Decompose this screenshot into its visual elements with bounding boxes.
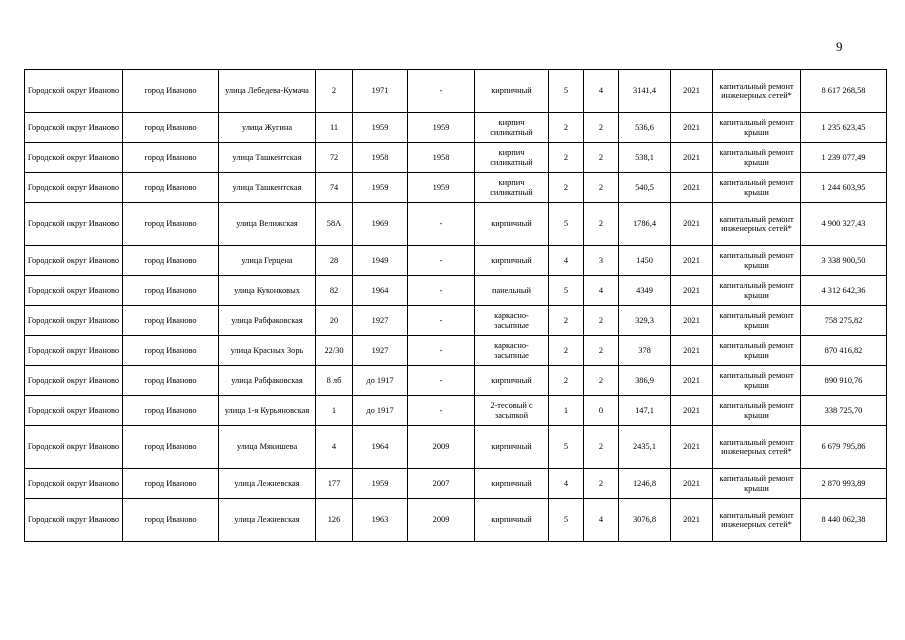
cell-house: 74 bbox=[316, 173, 353, 203]
table-row bbox=[25, 396, 887, 426]
cell-floors: 5 bbox=[549, 70, 584, 113]
page-number: 9 bbox=[836, 39, 843, 54]
cell-entrances: 3 bbox=[584, 246, 619, 276]
cell-entrances: 2 bbox=[584, 306, 619, 336]
cell-wall-material: кирпич силикатный bbox=[475, 173, 549, 203]
cell-area: 386,9 bbox=[619, 366, 671, 396]
table-row bbox=[25, 276, 887, 306]
cell-wall-material: кирпичный bbox=[475, 469, 549, 499]
cell-area: 1450 bbox=[619, 246, 671, 276]
cell-plan-year: 2021 bbox=[671, 143, 713, 173]
cell-plan-year: 2021 bbox=[671, 469, 713, 499]
cell-floors: 2 bbox=[549, 113, 584, 143]
cell-house: 20 bbox=[316, 306, 353, 336]
cell-floors: 5 bbox=[549, 426, 584, 469]
cell-year-built: 1927 bbox=[353, 306, 408, 336]
cell-year-built: 1927 bbox=[353, 336, 408, 366]
table-row bbox=[25, 203, 887, 246]
table-row bbox=[25, 173, 887, 203]
cell-plan-year: 2021 bbox=[671, 336, 713, 366]
cell-area: 4349 bbox=[619, 276, 671, 306]
cell-year-built: 1971 bbox=[353, 70, 408, 113]
cell-city: город Иваново bbox=[123, 469, 219, 499]
cell-wall-material: каркасно-засыпные bbox=[475, 306, 549, 336]
cell-cost: 4 312 642,36 bbox=[801, 276, 887, 306]
cell-work-type: капитальный ремонт инженерных сетей* bbox=[713, 426, 801, 469]
cell-street: улица Рабфаковская bbox=[219, 306, 316, 336]
cell-year-reconstruction: 2007 bbox=[408, 469, 475, 499]
cell-street: улица Рабфаковская bbox=[219, 366, 316, 396]
cell-work-type: капитальный ремонт крыши bbox=[713, 276, 801, 306]
cell-cost: 890 910,76 bbox=[801, 366, 887, 396]
cell-year-reconstruction: 1959 bbox=[408, 173, 475, 203]
cell-work-type: капитальный ремонт инженерных сетей* bbox=[713, 70, 801, 113]
cell-floors: 2 bbox=[549, 143, 584, 173]
cell-plan-year: 2021 bbox=[671, 246, 713, 276]
cell-year-reconstruction: - bbox=[408, 246, 475, 276]
cell-floors: 2 bbox=[549, 173, 584, 203]
cell-plan-year: 2021 bbox=[671, 366, 713, 396]
cell-work-type: капитальный ремонт крыши bbox=[713, 469, 801, 499]
cell-year-reconstruction: - bbox=[408, 336, 475, 366]
cell-year-reconstruction: 2009 bbox=[408, 426, 475, 469]
cell-cost: 4 900 327,43 bbox=[801, 203, 887, 246]
cell-year-built: 1964 bbox=[353, 276, 408, 306]
table-row bbox=[25, 499, 887, 542]
cell-floors: 2 bbox=[549, 366, 584, 396]
cell-work-type: капитальный ремонт крыши bbox=[713, 113, 801, 143]
cell-area: 3076,8 bbox=[619, 499, 671, 542]
cell-street: улица Жугина bbox=[219, 113, 316, 143]
cell-wall-material: кирпич силикатный bbox=[475, 113, 549, 143]
cell-plan-year: 2021 bbox=[671, 173, 713, 203]
cell-wall-material: кирпичный bbox=[475, 203, 549, 246]
cell-house: 4 bbox=[316, 426, 353, 469]
cell-district: Городской округ Иваново bbox=[25, 499, 123, 542]
cell-plan-year: 2021 bbox=[671, 499, 713, 542]
cell-work-type: капитальный ремонт инженерных сетей* bbox=[713, 499, 801, 542]
cell-year-reconstruction: 1958 bbox=[408, 143, 475, 173]
cell-cost: 338 725,70 bbox=[801, 396, 887, 426]
cell-floors: 2 bbox=[549, 306, 584, 336]
cell-work-type: капитальный ремонт крыши bbox=[713, 366, 801, 396]
cell-entrances: 2 bbox=[584, 113, 619, 143]
cell-entrances: 4 bbox=[584, 276, 619, 306]
cell-year-built: 1969 bbox=[353, 203, 408, 246]
cell-work-type: капитальный ремонт крыши bbox=[713, 306, 801, 336]
cell-district: Городской округ Иваново bbox=[25, 143, 123, 173]
table-row bbox=[25, 143, 887, 173]
cell-cost: 1 239 077,49 bbox=[801, 143, 887, 173]
cell-year-built: 1959 bbox=[353, 173, 408, 203]
cell-street: улица Лежневская bbox=[219, 499, 316, 542]
table-row bbox=[25, 336, 887, 366]
cell-year-built: 1949 bbox=[353, 246, 408, 276]
cell-cost: 1 235 623,45 bbox=[801, 113, 887, 143]
cell-street: улица Лежневская bbox=[219, 469, 316, 499]
cell-city: город Иваново bbox=[123, 113, 219, 143]
cell-work-type: капитальный ремонт крыши bbox=[713, 336, 801, 366]
cell-entrances: 2 bbox=[584, 469, 619, 499]
cell-house: 82 bbox=[316, 276, 353, 306]
cell-cost: 2 870 993,89 bbox=[801, 469, 887, 499]
cell-plan-year: 2021 bbox=[671, 306, 713, 336]
cell-area: 329,3 bbox=[619, 306, 671, 336]
cell-work-type: капитальный ремонт крыши bbox=[713, 173, 801, 203]
cell-city: город Иваново bbox=[123, 276, 219, 306]
cell-district: Городской округ Иваново bbox=[25, 70, 123, 113]
cell-house: 1 bbox=[316, 396, 353, 426]
cell-wall-material: кирпичный bbox=[475, 70, 549, 113]
table-row bbox=[25, 426, 887, 469]
cell-district: Городской округ Иваново bbox=[25, 306, 123, 336]
cell-year-built: до 1917 bbox=[353, 366, 408, 396]
cell-street: улица Красных Зорь bbox=[219, 336, 316, 366]
cell-street: улица 1-я Курьяновская bbox=[219, 396, 316, 426]
cell-district: Городской округ Иваново bbox=[25, 366, 123, 396]
cell-entrances: 2 bbox=[584, 426, 619, 469]
cell-cost: 758 275,82 bbox=[801, 306, 887, 336]
cell-entrances: 4 bbox=[584, 499, 619, 542]
cell-cost: 6 679 795,86 bbox=[801, 426, 887, 469]
cell-entrances: 4 bbox=[584, 70, 619, 113]
cell-area: 540,5 bbox=[619, 173, 671, 203]
cell-floors: 1 bbox=[549, 396, 584, 426]
cell-wall-material: панельный bbox=[475, 276, 549, 306]
cell-district: Городской округ Иваново bbox=[25, 276, 123, 306]
cell-street: улица Лебедева-Кумача bbox=[219, 70, 316, 113]
cell-cost: 1 244 603,95 bbox=[801, 173, 887, 203]
cell-work-type: капитальный ремонт крыши bbox=[713, 396, 801, 426]
cell-wall-material: кирпичный bbox=[475, 366, 549, 396]
cell-floors: 2 bbox=[549, 336, 584, 366]
cell-entrances: 2 bbox=[584, 203, 619, 246]
cell-wall-material: каркасно-засыпные bbox=[475, 336, 549, 366]
cell-year-reconstruction: - bbox=[408, 366, 475, 396]
cell-city: город Иваново bbox=[123, 306, 219, 336]
cell-wall-material: кирпичный bbox=[475, 499, 549, 542]
cell-cost: 870 416,82 bbox=[801, 336, 887, 366]
cell-area: 1786,4 bbox=[619, 203, 671, 246]
cell-district: Городской округ Иваново bbox=[25, 336, 123, 366]
cell-district: Городской округ Иваново bbox=[25, 469, 123, 499]
cell-street: улица Куконковых bbox=[219, 276, 316, 306]
table-row bbox=[25, 70, 887, 113]
cell-plan-year: 2021 bbox=[671, 203, 713, 246]
cell-street: улица Ташкентская bbox=[219, 143, 316, 173]
cell-entrances: 2 bbox=[584, 143, 619, 173]
cell-cost: 3 338 900,50 bbox=[801, 246, 887, 276]
cell-area: 538,1 bbox=[619, 143, 671, 173]
cell-street: улица Велижская bbox=[219, 203, 316, 246]
cell-work-type: капитальный ремонт инженерных сетей* bbox=[713, 203, 801, 246]
cell-floors: 5 bbox=[549, 276, 584, 306]
cell-year-reconstruction: - bbox=[408, 203, 475, 246]
cell-district: Городской округ Иваново bbox=[25, 246, 123, 276]
cell-year-reconstruction: - bbox=[408, 396, 475, 426]
cell-floors: 4 bbox=[549, 469, 584, 499]
cell-year-built: 1959 bbox=[353, 469, 408, 499]
cell-area: 1246,8 bbox=[619, 469, 671, 499]
cell-district: Городской округ Иваново bbox=[25, 203, 123, 246]
table-body bbox=[25, 70, 887, 542]
cell-city: город Иваново bbox=[123, 426, 219, 469]
cell-year-built: 1958 bbox=[353, 143, 408, 173]
cell-plan-year: 2021 bbox=[671, 426, 713, 469]
cell-house: 72 bbox=[316, 143, 353, 173]
cell-city: город Иваново bbox=[123, 173, 219, 203]
cell-year-reconstruction: 2009 bbox=[408, 499, 475, 542]
cell-house: 22/30 bbox=[316, 336, 353, 366]
cell-city: город Иваново bbox=[123, 70, 219, 113]
cell-house: 2 bbox=[316, 70, 353, 113]
cell-house: 8 лб bbox=[316, 366, 353, 396]
cell-wall-material: кирпичный bbox=[475, 426, 549, 469]
cell-wall-material: 2-тесовый с засыпкой bbox=[475, 396, 549, 426]
cell-house: 11 bbox=[316, 113, 353, 143]
cell-street: улица Ташкентская bbox=[219, 173, 316, 203]
cell-work-type: капитальный ремонт крыши bbox=[713, 246, 801, 276]
cell-entrances: 2 bbox=[584, 336, 619, 366]
cell-year-built: 1959 bbox=[353, 113, 408, 143]
housing-repair-table bbox=[24, 69, 887, 542]
cell-area: 3141,4 bbox=[619, 70, 671, 113]
cell-wall-material: кирпич силикатный bbox=[475, 143, 549, 173]
table-row bbox=[25, 469, 887, 499]
cell-plan-year: 2021 bbox=[671, 70, 713, 113]
cell-city: город Иваново bbox=[123, 203, 219, 246]
cell-wall-material: кирпичный bbox=[475, 246, 549, 276]
cell-floors: 5 bbox=[549, 203, 584, 246]
cell-street: улица Мякишева bbox=[219, 426, 316, 469]
table-row bbox=[25, 366, 887, 396]
cell-year-reconstruction: 1959 bbox=[408, 113, 475, 143]
cell-area: 147,1 bbox=[619, 396, 671, 426]
cell-area: 536,6 bbox=[619, 113, 671, 143]
cell-year-built: 1964 bbox=[353, 426, 408, 469]
table-row bbox=[25, 306, 887, 336]
cell-year-reconstruction: - bbox=[408, 70, 475, 113]
cell-district: Городской округ Иваново bbox=[25, 426, 123, 469]
cell-year-reconstruction: - bbox=[408, 276, 475, 306]
cell-plan-year: 2021 bbox=[671, 276, 713, 306]
cell-floors: 5 bbox=[549, 499, 584, 542]
cell-work-type: капитальный ремонт крыши bbox=[713, 143, 801, 173]
cell-street: улица Герцена bbox=[219, 246, 316, 276]
cell-city: город Иваново bbox=[123, 336, 219, 366]
table-row bbox=[25, 246, 887, 276]
cell-city: город Иваново bbox=[123, 246, 219, 276]
cell-plan-year: 2021 bbox=[671, 396, 713, 426]
cell-cost: 8 617 268,58 bbox=[801, 70, 887, 113]
table-row bbox=[25, 113, 887, 143]
cell-house: 126 bbox=[316, 499, 353, 542]
cell-year-reconstruction: - bbox=[408, 306, 475, 336]
cell-city: город Иваново bbox=[123, 499, 219, 542]
cell-area: 2435,1 bbox=[619, 426, 671, 469]
cell-entrances: 2 bbox=[584, 173, 619, 203]
cell-house: 177 bbox=[316, 469, 353, 499]
cell-district: Городской округ Иваново bbox=[25, 396, 123, 426]
cell-floors: 4 bbox=[549, 246, 584, 276]
cell-entrances: 2 bbox=[584, 366, 619, 396]
cell-year-built: 1963 bbox=[353, 499, 408, 542]
cell-cost: 8 440 062,38 bbox=[801, 499, 887, 542]
cell-area: 378 bbox=[619, 336, 671, 366]
cell-house: 28 bbox=[316, 246, 353, 276]
cell-city: город Иваново bbox=[123, 396, 219, 426]
cell-district: Городской округ Иваново bbox=[25, 113, 123, 143]
cell-city: город Иваново bbox=[123, 143, 219, 173]
cell-plan-year: 2021 bbox=[671, 113, 713, 143]
cell-entrances: 0 bbox=[584, 396, 619, 426]
cell-house: 58А bbox=[316, 203, 353, 246]
cell-district: Городской округ Иваново bbox=[25, 173, 123, 203]
cell-year-built: до 1917 bbox=[353, 396, 408, 426]
cell-city: город Иваново bbox=[123, 366, 219, 396]
